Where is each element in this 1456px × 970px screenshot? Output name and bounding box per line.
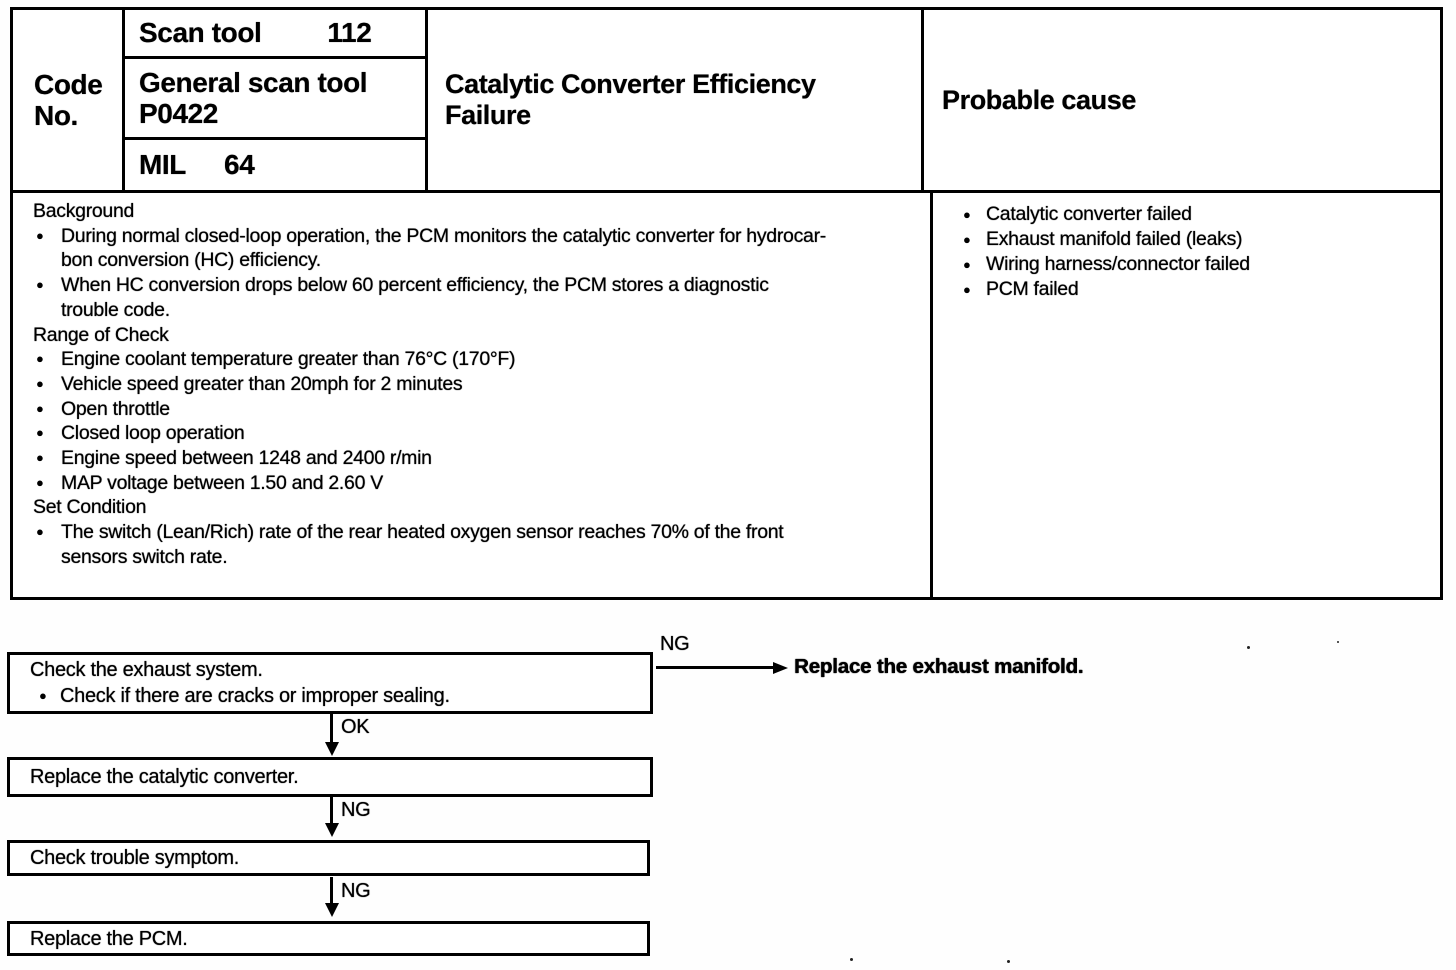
flow-box-check-exhaust-system <box>7 652 653 714</box>
range-item <box>33 421 922 446</box>
bullet-icon: ● <box>36 400 44 416</box>
ng-edge-label: NG <box>341 799 371 821</box>
scan-tool-row <box>125 10 425 59</box>
probable-cause-header: Probable cause <box>942 84 1136 115</box>
range-item-text: Engine speed between 1248 and 2400 r/min <box>61 447 432 470</box>
dtc-table-header <box>13 10 1440 193</box>
description-cell <box>13 193 933 597</box>
bullet-icon: ● <box>39 688 47 703</box>
dtc-table-body <box>13 193 1440 597</box>
bullet-icon: ● <box>963 232 971 247</box>
scan-codes-cell <box>125 10 428 190</box>
dtc-table <box>10 7 1443 600</box>
bullet-icon: ● <box>963 257 971 272</box>
dtc-title-cell <box>428 10 924 190</box>
bullet-icon: ● <box>36 450 44 466</box>
down-arrow-icon <box>325 742 339 756</box>
side-action-replace-exhaust-manifold: Replace the exhaust manifold. <box>794 655 1084 678</box>
range-item-text: Closed loop operation <box>61 422 245 445</box>
range-item <box>33 347 922 372</box>
dtc-title-line2: Failure <box>445 100 531 130</box>
scan-speck <box>1337 641 1339 643</box>
probable-cause-item <box>933 227 1440 252</box>
scan-speck <box>1007 960 1010 963</box>
ng-arrow-line <box>330 877 333 905</box>
general-scan-tool-code: P0422 <box>139 98 218 129</box>
code-no-cell <box>13 10 125 190</box>
probable-cause-text: PCM failed <box>986 278 1079 300</box>
probable-cause-item <box>933 277 1440 302</box>
probable-cause-text: Catalytic converter failed <box>986 203 1192 225</box>
mil-code: 64 <box>224 149 255 180</box>
set-condition-item <box>33 520 922 569</box>
background-item <box>33 224 922 273</box>
general-scan-tool-row <box>125 59 425 140</box>
background-item <box>33 273 922 322</box>
range-item-text: MAP voltage between 1.50 and 2.60 V <box>61 471 383 494</box>
mil-label: MIL <box>139 149 187 180</box>
scan-tool-code: 112 <box>327 17 372 48</box>
ng-branch-label: NG <box>660 633 690 655</box>
flow-box-check-trouble-symptom <box>7 840 650 876</box>
code-no-label-line1: Code <box>34 69 103 100</box>
flow-box-replace-pcm <box>7 921 650 956</box>
right-arrow-icon <box>773 662 788 674</box>
general-scan-tool-label: General scan tool <box>139 67 368 98</box>
ng-branch-line <box>656 666 775 669</box>
range-item-text: Open throttle <box>61 397 170 420</box>
code-no-label-line2: No. <box>34 100 78 131</box>
bullet-icon: ● <box>36 277 44 293</box>
ng-edge-label: NG <box>341 880 371 902</box>
mil-row <box>125 140 425 190</box>
background-item-text: During normal closed-loop operation, the PCM monitors the catalytic converter for hydrocar- <box>61 224 826 247</box>
range-item-text: Vehicle speed greater than 20mph for 2 minutes <box>61 372 463 395</box>
background-item-text: When HC conversion drops below 60 percent efficiency, the PCM stores a diagnostic <box>61 274 769 297</box>
bullet-icon: ● <box>36 375 44 391</box>
flow-box-bullet-text: Check if there are cracks or improper sealing. <box>60 685 450 707</box>
range-item <box>33 471 922 496</box>
background-item-text: bon conversion (HC) efficiency. <box>61 249 321 272</box>
bullet-icon: ● <box>36 524 44 540</box>
scan-speck <box>1247 646 1250 649</box>
probable-cause-header-cell <box>924 10 1440 190</box>
down-arrow-icon <box>325 903 339 917</box>
bullet-icon: ● <box>36 425 44 441</box>
range-item <box>33 397 922 422</box>
set-condition-heading: Set Condition <box>33 496 147 519</box>
probable-cause-text: Exhaust manifold failed (leaks) <box>986 228 1243 250</box>
flow-box-title: Check the exhaust system. <box>30 659 263 681</box>
range-of-check-heading: Range of Check <box>33 323 169 346</box>
background-heading: Background <box>33 200 135 222</box>
flow-box-title: Replace the PCM. <box>30 927 188 950</box>
probable-cause-item <box>933 252 1440 277</box>
bullet-icon: ● <box>963 282 971 297</box>
range-item <box>33 372 922 397</box>
flow-box-replace-catalytic-converter <box>7 757 653 797</box>
background-item-text: trouble code. <box>61 298 170 321</box>
down-arrow-icon <box>325 823 339 837</box>
flow-box-title: Replace the catalytic converter. <box>30 766 299 788</box>
scan-tool-label: Scan tool <box>139 17 262 48</box>
probable-cause-text: Wiring harness/connector failed <box>986 253 1250 275</box>
bullet-icon: ● <box>963 207 971 222</box>
ok-arrow-line <box>330 714 333 744</box>
flow-box-title: Check trouble symptom. <box>30 847 240 869</box>
dtc-title-line1: Catalytic Converter Efficiency <box>445 69 816 99</box>
range-item <box>33 446 922 471</box>
probable-cause-item <box>933 202 1440 227</box>
bullet-icon: ● <box>36 474 44 490</box>
probable-cause-cell <box>933 193 1440 597</box>
bullet-icon: ● <box>36 351 44 367</box>
set-condition-text: sensors switch rate. <box>61 545 228 568</box>
set-condition-text: The switch (Lean/Rich) rate of the rear heated oxygen sensor reaches 70% of the front <box>61 521 784 544</box>
ok-edge-label: OK <box>341 716 370 738</box>
range-item-text: Engine coolant temperature greater than 76°C (170°F) <box>61 348 516 371</box>
scan-speck <box>850 958 853 961</box>
ng-arrow-line <box>330 797 333 825</box>
bullet-icon: ● <box>36 227 44 243</box>
